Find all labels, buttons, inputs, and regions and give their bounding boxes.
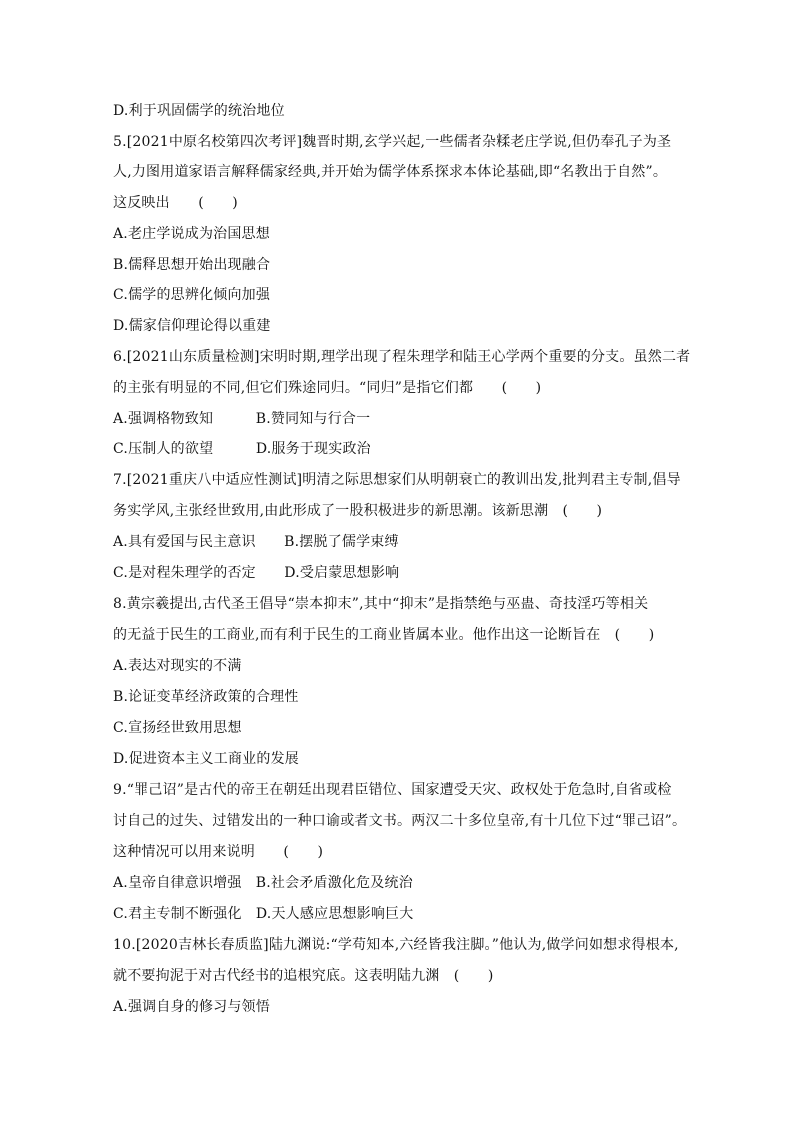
q5-option-b: B.儒释思想开始出现融合	[113, 257, 271, 273]
q9-stem-line-3: 这种情况可以用来说明 ( )	[113, 844, 324, 860]
q8-stem-line-2: 的无益于民生的工商业,而有利于民生的工商业皆属本业。他作出这一论断旨在 ( )	[113, 627, 655, 643]
q10-stem-line-2: 就不要拘泥于对古代经书的追根究底。这表明陆九渊 ( )	[113, 968, 494, 984]
q9-stem-line-1: 9.“罪己诏”是古代的帝王在朝廷出现君臣错位、国家遭受天灾、政权处于危急时,自省或检	[113, 782, 672, 798]
q5-option-c: C.儒学的思辨化倾向加强	[113, 287, 271, 303]
q6-options-cd: C.压制人的欲望 D.服务于现实政治	[113, 441, 371, 457]
q7-options-ab: A.具有爱国与民主意识 B.摆脱了儒学束缚	[113, 534, 399, 550]
q7-options-cd: C.是对程朱理学的否定 D.受启蒙思想影响	[113, 565, 400, 581]
q8-option-c: C.宣扬经世致用思想	[113, 720, 242, 736]
q5-option-a: A.老庄学说成为治国思想	[113, 226, 270, 242]
q5-option-d: D.儒家信仰理论得以重建	[113, 318, 271, 334]
q4-option-d: D.利于巩固儒学的统治地位	[113, 103, 285, 119]
q7-stem-line-1: 7.[2021重庆八中适应性测试]明清之际思想家们从明朝衰亡的教训出发,批判君主专制,倡导	[113, 472, 681, 488]
q8-option-a: A.表达对现实的不满	[113, 658, 242, 674]
q6-stem-line-2: 的主张有明显的不同,但它们殊途同归。“同归”是指它们都 ( )	[113, 380, 542, 396]
q10-stem-line-1: 10.[2020吉林长春质监]陆九渊说:“学苟知本,六经皆我注脚。”他认为,做学问如想求得根本,	[113, 937, 679, 953]
q5-stem-line-2: 人,力图用道家语言解释儒家经典,并开始为儒学体系探求本体论基础,即“名教出于自然”。	[113, 164, 668, 180]
q8-option-d: D.促进资本主义工商业的发展	[113, 751, 299, 767]
q8-stem-line-1: 8.黄宗羲提出,古代圣王倡导“崇本抑末”,其中“抑末”是指禁绝与巫蛊、奇技淫巧等相关	[113, 596, 649, 612]
q7-stem-line-2: 务实学风,主张经世致用,由此形成了一股积极进步的新思潮。该新思潮 ( )	[113, 503, 603, 519]
q10-option-a: A.强调自身的修习与领悟	[113, 999, 270, 1015]
q9-stem-line-2: 讨自己的过失、过错发出的一种口谕或者文书。两汉二十多位皇帝,有十几位下过“罪己诏”。	[113, 813, 687, 829]
q5-stem-line-3: 这反映出 ( )	[113, 195, 238, 211]
q6-stem-line-1: 6.[2021山东质量检测]宋明时期,理学出现了程朱理学和陆王心学两个重要的分支。虽然二者	[113, 349, 691, 365]
q8-option-b: B.论证变革经济政策的合理性	[113, 689, 299, 705]
q9-options-cd: C.君主专制不断强化 D.天人感应思想影响巨大	[113, 906, 414, 922]
q9-options-ab: A.皇帝自律意识增强 B.社会矛盾激化危及统治	[113, 875, 413, 891]
q5-stem-line-1: 5.[2021中原名校第四次考评]魏晋时期,玄学兴起,一些儒者杂糅老庄学说,但仍奉孔子为圣	[113, 134, 672, 150]
q6-options-ab: A.强调格物致知 B.赞同知与行合一	[113, 411, 371, 427]
